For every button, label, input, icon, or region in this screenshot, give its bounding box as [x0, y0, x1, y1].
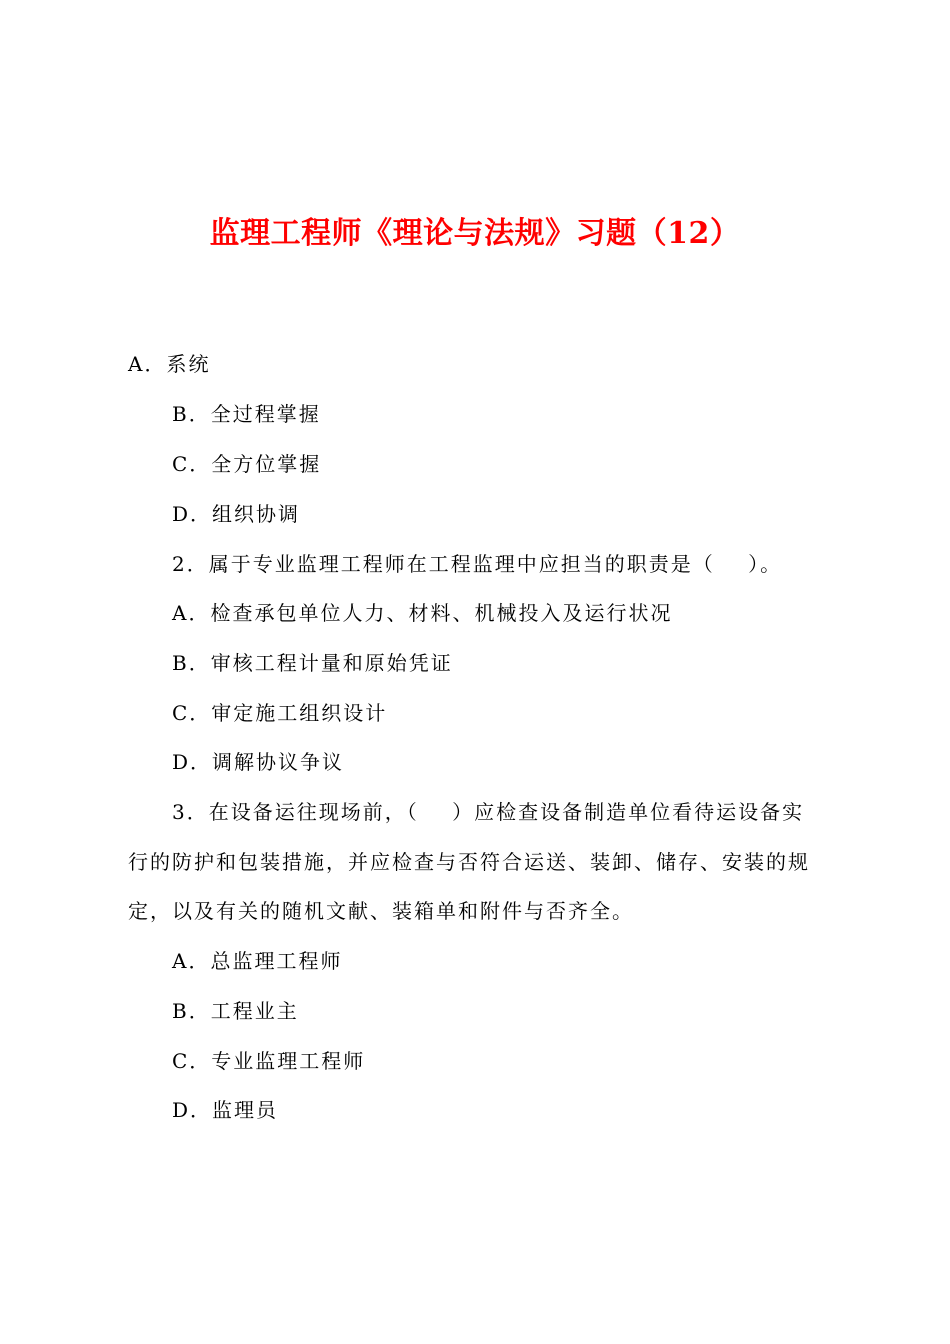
q2-option-c: C．审定施工组织设计 [172, 701, 388, 725]
page-title: 监理工程师《理论与法规》习题（12） [209, 216, 741, 251]
q2-option-b: B．审核工程计量和原始凭证 [172, 651, 453, 675]
question-2: 2．属于专业监理工程师在工程监理中应担当的职责是（ ）。 [172, 552, 783, 576]
option-b-whole-process: B．全过程掌握 [172, 402, 321, 426]
question-3-line-1: 3．在设备运往现场前，（ ）应检查设备制造单位看待运设备实 [172, 800, 805, 824]
question-3-line-2: 行的防护和包装措施，并应检查与否符合运送、装卸、储存、安装的规 [128, 850, 810, 874]
q3-option-a: A．总监理工程师 [172, 949, 343, 973]
q3-option-b: B．工程业主 [172, 999, 299, 1023]
option-d-coordination: D．组织协调 [172, 502, 301, 526]
q3-option-d: D．监理员 [172, 1098, 279, 1122]
question-3-line-3: 定，以及有关的随机文献、装箱单和附件与否齐全。 [128, 899, 634, 923]
option-a-system: A．系统 [128, 352, 211, 376]
q2-option-d: D．调解协议争议 [172, 750, 345, 774]
q3-option-c: C．专业监理工程师 [172, 1049, 366, 1073]
option-c-all-round: C．全方位掌握 [172, 452, 322, 476]
q2-option-a: A．检查承包单位人力、材料、机械投入及运行状况 [172, 601, 673, 625]
